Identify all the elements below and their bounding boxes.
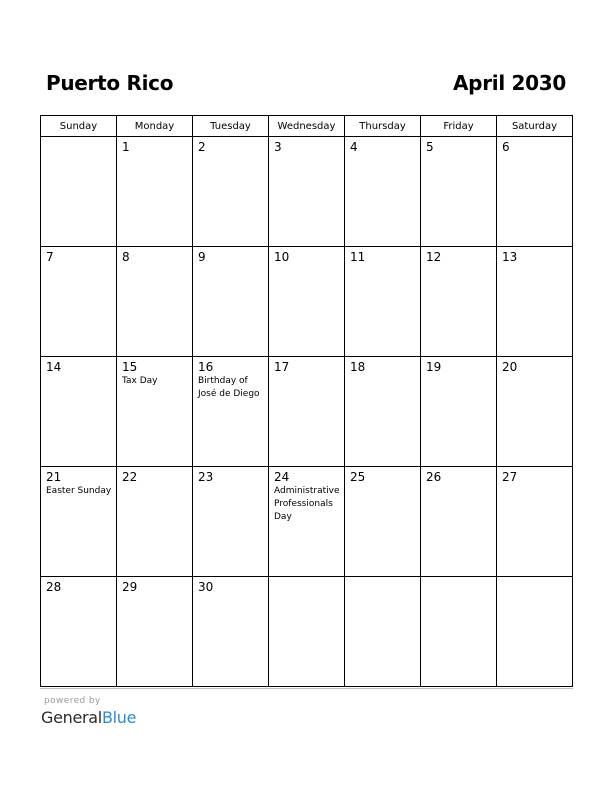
day-cell-content <box>421 467 496 484</box>
week-row <box>41 577 573 687</box>
day-cell <box>117 357 193 467</box>
holiday-label: Administrative Professionals Day <box>274 486 340 522</box>
day-cell-content <box>269 577 344 580</box>
day-cell <box>41 577 117 687</box>
day-number: 28 <box>46 580 62 594</box>
day-cell-content <box>497 247 572 264</box>
day-cell-content <box>117 577 192 594</box>
day-cell <box>421 137 497 247</box>
day-cell <box>269 467 345 577</box>
day-number: 8 <box>122 250 130 264</box>
day-cell <box>193 137 269 247</box>
holiday-label: Birthday of José de Diego <box>198 376 260 399</box>
day-cell <box>193 357 269 467</box>
day-number: 29 <box>122 580 138 594</box>
day-cell <box>193 577 269 687</box>
weekday-sunday: Sunday <box>41 116 117 137</box>
weekday-header-row <box>41 116 573 137</box>
day-cell <box>497 357 573 467</box>
week-row <box>41 357 573 467</box>
day-cell-content <box>41 137 116 140</box>
generalblue-logo[interactable] <box>41 708 136 727</box>
day-cell <box>269 247 345 357</box>
day-cell-content <box>117 137 192 154</box>
day-cell <box>117 247 193 357</box>
day-cell-content <box>117 247 192 264</box>
day-number: 13 <box>502 250 518 264</box>
day-cell-content <box>117 467 192 484</box>
weekday-monday: Monday <box>117 116 193 137</box>
day-cell-content <box>421 137 496 154</box>
day-number: 11 <box>350 250 366 264</box>
day-number: 5 <box>426 140 434 154</box>
day-cell <box>421 247 497 357</box>
day-number: 10 <box>274 250 290 264</box>
day-number: 25 <box>350 470 366 484</box>
day-cell <box>193 467 269 577</box>
day-cell <box>345 247 421 357</box>
day-cell <box>269 137 345 247</box>
empty-day-cell <box>345 577 421 687</box>
day-cell <box>41 247 117 357</box>
day-cell-content <box>421 247 496 264</box>
calendar-grid <box>40 115 573 687</box>
day-cell-content <box>497 467 572 484</box>
empty-day-cell <box>497 577 573 687</box>
week-row <box>41 137 573 247</box>
day-cell <box>421 357 497 467</box>
day-cell-content <box>345 137 420 154</box>
day-cell <box>117 577 193 687</box>
day-cell-content <box>269 467 344 524</box>
day-cell <box>269 357 345 467</box>
day-number: 3 <box>274 140 282 154</box>
week-row <box>41 467 573 577</box>
day-cell <box>345 137 421 247</box>
day-number: 17 <box>274 360 290 374</box>
day-cell-content <box>345 577 420 580</box>
weekday-thursday: Thursday <box>345 116 421 137</box>
day-number: 12 <box>426 250 442 264</box>
day-number: 2 <box>198 140 206 154</box>
weekday-tuesday: Tuesday <box>193 116 269 137</box>
day-cell-content <box>497 577 572 580</box>
day-number: 23 <box>198 470 214 484</box>
weekday-friday: Friday <box>421 116 497 137</box>
holiday-label: Easter Sunday <box>46 486 112 496</box>
week-row <box>41 247 573 357</box>
day-cell <box>497 137 573 247</box>
weekday-wednesday: Wednesday <box>269 116 345 137</box>
day-cell-content <box>421 577 496 580</box>
day-number: 16 <box>198 360 214 374</box>
day-cell <box>41 467 117 577</box>
day-number: 6 <box>502 140 510 154</box>
day-cell-content <box>41 247 116 264</box>
empty-day-cell <box>269 577 345 687</box>
day-number: 9 <box>198 250 206 264</box>
day-cell <box>345 467 421 577</box>
day-number: 24 <box>274 470 290 484</box>
day-number: 26 <box>426 470 442 484</box>
day-cell <box>117 467 193 577</box>
day-cell <box>345 357 421 467</box>
day-number: 15 <box>122 360 138 374</box>
day-cell <box>421 467 497 577</box>
day-cell-content <box>497 357 572 374</box>
day-cell-content <box>345 247 420 264</box>
holiday-label: Tax Day <box>122 376 158 386</box>
day-number: 14 <box>46 360 62 374</box>
weekday-saturday: Saturday <box>497 116 573 137</box>
day-cell-content <box>41 577 116 594</box>
day-number: 18 <box>350 360 366 374</box>
day-cell-content <box>269 357 344 374</box>
day-number: 27 <box>502 470 518 484</box>
day-cell-content <box>41 357 116 374</box>
day-cell-content <box>269 137 344 154</box>
day-cell <box>41 357 117 467</box>
powered-by-label: powered by <box>44 696 101 706</box>
day-number: 7 <box>46 250 54 264</box>
day-cell-content <box>193 137 268 154</box>
region-title: Puerto Rico <box>46 71 174 95</box>
day-number: 21 <box>46 470 62 484</box>
empty-day-cell <box>41 137 117 247</box>
day-cell <box>497 247 573 357</box>
day-number: 1 <box>122 140 130 154</box>
day-cell-content <box>497 137 572 154</box>
day-cell <box>497 467 573 577</box>
brand-general-text: General <box>41 708 102 727</box>
day-cell <box>193 247 269 357</box>
day-cell-content <box>345 467 420 484</box>
day-cell-content <box>269 247 344 264</box>
day-cell-content <box>193 247 268 264</box>
day-cell-content <box>345 357 420 374</box>
day-number: 19 <box>426 360 442 374</box>
day-number: 22 <box>122 470 138 484</box>
day-number: 30 <box>198 580 214 594</box>
month-year-title: April 2030 <box>453 71 566 95</box>
day-number: 4 <box>350 140 358 154</box>
day-cell-content <box>421 357 496 374</box>
day-cell-content <box>41 467 116 498</box>
empty-day-cell <box>421 577 497 687</box>
day-cell <box>117 137 193 247</box>
footer-divider <box>40 688 573 689</box>
day-cell-content <box>193 467 268 484</box>
day-cell-content <box>117 357 192 388</box>
day-cell-content <box>193 357 268 401</box>
day-cell-content <box>193 577 268 594</box>
brand-blue-text: Blue <box>101 708 137 727</box>
day-number: 20 <box>502 360 518 374</box>
